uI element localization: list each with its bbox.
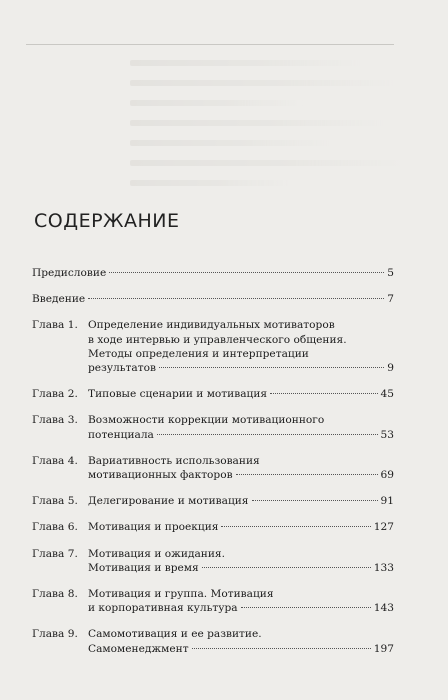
entry-title-text: Самоменеджмент	[88, 642, 189, 655]
dot-leader	[252, 500, 378, 501]
entry-title-text: Введение	[32, 293, 86, 306]
entry-title-text: Делегирование и мотивация	[88, 495, 249, 508]
toc-entry	[32, 387, 394, 401]
header-rule	[26, 44, 394, 45]
entry-body	[88, 494, 394, 508]
entry-body	[88, 413, 394, 441]
chapter-label: Глава 8.	[32, 588, 78, 601]
page-number: 91	[380, 495, 394, 508]
entry-title-text: Определение индивидуальных мотиваторов	[88, 319, 335, 332]
page-number: 133	[373, 561, 394, 574]
entry-title-text: в ходе интервью и управленческого общения.	[88, 333, 347, 346]
entry-title-text: Мотивация и группа. Мотивация	[88, 588, 274, 601]
chapter-label: Глава 1.	[32, 319, 78, 332]
entry-line	[88, 601, 394, 615]
dot-leader	[270, 393, 377, 394]
entry-line	[88, 587, 394, 601]
table-of-contents	[32, 266, 394, 668]
entry-line	[88, 428, 394, 442]
entry-body	[88, 318, 394, 375]
dot-leader	[221, 526, 370, 527]
entry-title-text: Мотивация и ожидания.	[88, 547, 225, 560]
entry-body	[32, 266, 394, 280]
entry-body	[88, 627, 394, 655]
page-number: 69	[380, 469, 394, 482]
dot-leader	[88, 298, 384, 299]
chapter-label: Глава 3.	[32, 414, 78, 427]
dot-leader	[109, 272, 384, 273]
entry-line	[88, 627, 394, 641]
entry-line	[88, 347, 394, 361]
page-number: 197	[373, 642, 394, 655]
entry-line	[88, 494, 394, 508]
toc-entry	[32, 627, 394, 655]
toc-entry	[32, 292, 394, 306]
entry-line	[88, 468, 394, 482]
entry-title-text: Типовые сценарии и мотивация	[88, 388, 268, 401]
toc-entry	[32, 318, 394, 375]
dot-leader	[192, 648, 371, 649]
toc-entry	[32, 547, 394, 575]
entry-body	[88, 387, 394, 401]
toc-entry	[32, 266, 394, 280]
entry-line	[88, 333, 394, 347]
entry-line	[88, 547, 394, 561]
chapter-label: Глава 2.	[32, 388, 78, 401]
entry-line	[32, 292, 394, 306]
page-number: 53	[380, 428, 394, 441]
toc-entry	[32, 587, 394, 615]
entry-title-text: Возможности коррекции мотивационного	[88, 414, 325, 427]
chapter-label: Глава 9.	[32, 628, 78, 641]
entry-body	[32, 292, 394, 306]
entry-title-text: потенциала	[88, 428, 154, 441]
entry-line	[88, 387, 394, 401]
entry-body	[88, 454, 394, 482]
toc-entry	[32, 494, 394, 508]
page-number: 9	[387, 362, 394, 375]
entry-title-text: Мотивация и проекция	[88, 521, 219, 534]
dot-leader	[159, 367, 384, 368]
page-number: 127	[373, 521, 394, 534]
entry-body	[88, 587, 394, 615]
toc-entry	[32, 520, 394, 534]
entry-line	[88, 561, 394, 575]
dot-leader	[202, 567, 371, 568]
entry-line	[88, 361, 394, 375]
bleed-through-text	[130, 60, 420, 210]
entry-title-text: Предисловие	[32, 267, 107, 279]
toc-entry	[32, 413, 394, 441]
page-number: 7	[387, 293, 394, 306]
chapter-label: Глава 6.	[32, 521, 78, 534]
entry-line	[88, 413, 394, 427]
entry-title-text: и корпоративная культура	[88, 602, 238, 615]
entry-line	[32, 266, 394, 280]
page-number: 143	[373, 602, 394, 615]
dot-leader	[236, 474, 378, 475]
entry-title-text: Самомотивация и ее развитие.	[88, 628, 262, 641]
page-number: 45	[380, 388, 394, 401]
entry-title-text: результатов	[88, 362, 156, 375]
entry-line	[88, 520, 394, 534]
entry-title-text: Методы определения и интерпретации	[88, 347, 309, 360]
chapter-label: Глава 5.	[32, 495, 78, 508]
toc-title: СОДЕРЖАНИЕ	[34, 210, 180, 232]
entry-line	[88, 318, 394, 332]
page-number: 5	[387, 267, 394, 279]
toc-entry	[32, 454, 394, 482]
entry-body	[88, 520, 394, 534]
chapter-label: Глава 7.	[32, 547, 78, 560]
chapter-label: Глава 4.	[32, 454, 78, 467]
entry-line	[88, 642, 394, 656]
entry-body	[88, 547, 394, 575]
entry-title-text: Мотивация и время	[88, 561, 199, 574]
dot-leader	[241, 607, 371, 608]
dot-leader	[157, 434, 378, 435]
entry-title-text: мотивационных факторов	[88, 469, 233, 482]
entry-line	[88, 454, 394, 468]
entry-title-text: Вариативность использования	[88, 454, 260, 467]
